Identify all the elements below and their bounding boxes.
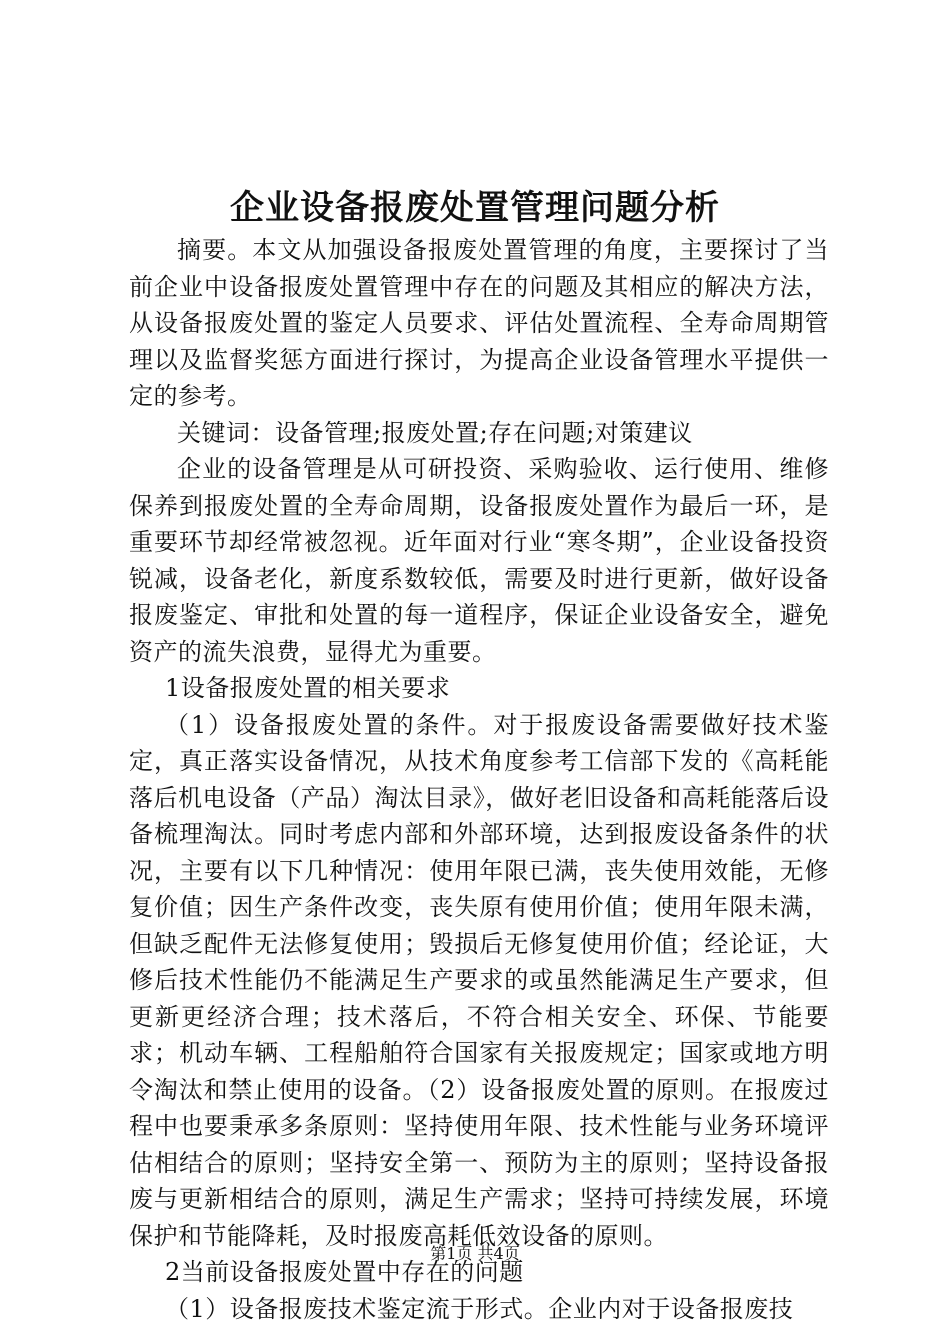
keywords-paragraph: 关键词：设备管理;报废处置;存在问题;对策建议 — [177, 418, 693, 447]
intro-paragraph: 企业的设备管理是从可研投资、采购验收、运行使用、维修保养到报废处置的全寿命周期，设备报废处置作为最后一环，是重要环节却经常被忽视。近年面对行业“寒冬期”，企业设备投资锐减，设备老化，新度系数较低，需要及时进行更新，做好设备报废鉴定、审批和处置的每一道程序，保证企业设备安全，避免资产的流失浪费，显得尤为重要。 — [129, 455, 829, 666]
page-footer: 第1页 共4页 — [430, 1244, 520, 1263]
section-1-paragraph: （1）设备报废处置的条件。对于报废设备需要做好技术鉴定，真正落实设备情况，从技术角度参考工信部下发的《高耗能落后机电设备（产品）淘汰目录》，做好老旧设备和高耗能落后设备梳理淘汰。同时考虑内部和外部环境，达到报废设备条件的状况，主要有以下几种情况：使用年限已满，丧失使用效能，无修复价值；因生产条件改变，丧失原有使用价值；使用年限未满，但缺乏配件无法修复使用；毁损后无修复使用价值；经论证，大修后技术性能仍不能满足生产要求的或虽然能满足生产要求，但更新更经济合理；技术落后，不符合相关安全、环保、节能要求；机动车辆、工程船舶符合国家有关报废规定；国家或地方明令淘汰和禁止使用的设备。（2）设备报废处置的原则。在报废过程中也要秉承多条原则：坚持使用年限、技术性能与业务环境评估相结合的原则；坚持安全第一、预防为主的原则；坚持设备报废与更新相结合的原则，满足生产需求；坚持可持续发展，环境保护和节能降耗，及时报废高耗低效设备的原则。 — [129, 710, 829, 1250]
document-body — [129, 232, 829, 1327]
section-heading-1: 1设备报废处置的相关要求 — [165, 674, 451, 702]
abstract-paragraph: 摘要。本文从加强设备报废处置管理的角度，主要探讨了当前企业中设备报废处置管理中存在的问题及其相应的解决方法，从设备报废处置的鉴定人员要求、评估处置流程、全寿命周期管理以及监督奖惩方面进行探讨，为提高企业设备管理水平提供一定的参考。 — [129, 236, 829, 410]
section-2-paragraph: （1）设备报废技术鉴定流于形式。企业内对于设备报废技 — [165, 1294, 794, 1323]
section-heading-2: 2当前设备报废处置中存在的问题 — [165, 1258, 524, 1286]
document-title: 企业设备报废处置管理问题分析 — [230, 188, 720, 228]
